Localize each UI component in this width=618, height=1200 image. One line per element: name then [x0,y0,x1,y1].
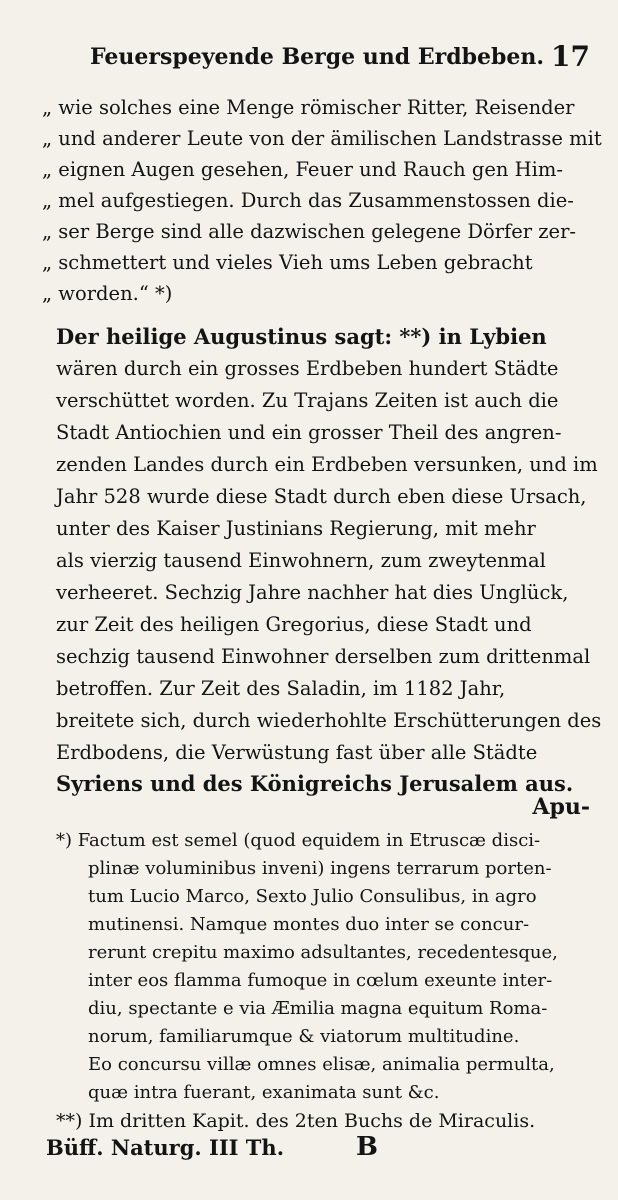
paragraph-line: breitete sich, durch wiederhohlte Erschütterungen des [56,709,602,732]
paragraph-line: Erdbodens, die Verwüstung fast über alle Städte [56,741,538,764]
paragraph-line: zenden Landes durch ein Erdbeben versunken, und im [56,453,598,476]
footnote-line: norum, familiarumque & viatorum multitudine. [88,1026,520,1047]
footnote-line: rerunt crepitu maximo adsultantes, recedentesque, [88,942,558,963]
paragraph-line: zur Zeit des heiligen Gregorius, diese Stadt und [56,613,532,636]
footnote-line: diu, spectante e via Æmilia magna equitum Roma- [88,998,548,1019]
quote-line: „ worden.“ *) [42,282,173,305]
quote-line: „ schmettert und vieles Vieh ums Leben gebracht [42,251,533,274]
paragraph-line: Jahr 528 wurde diese Stadt durch eben diese Ursach, [56,485,587,508]
footnote-line: tum Lucio Marco, Sexto Julio Consulibus, in agro [88,886,537,907]
quote-line: „ ser Berge sind alle dazwischen gelegene Dörfer zer- [42,220,577,243]
footnote-line: quæ intra fuerant, exanimata sunt &c. [88,1082,440,1103]
footnote-line: inter eos flamma fumoque in cœlum exeunte inter- [88,970,553,991]
quote-line: „ und anderer Leute von der ämilischen Landstrasse mit [42,127,602,150]
paragraph-line: als vierzig tausend Einwohnern, zum zweytenmal [56,549,546,572]
quote-line: „ eignen Augen gesehen, Feuer und Rauch gen Him- [42,158,563,181]
page-number: 17 [551,40,590,73]
paragraph-line: Der heilige Augustinus sagt: **) in Lybien [56,324,547,349]
footnote-line: *) Factum est semel (quod equidem in Etruscæ disci- [56,830,541,851]
footnote-line: mutinensi. Namque montes duo inter se concur- [88,914,530,935]
footnote-line: Eo concursu villæ omnes elisæ, animalia permulta, [88,1054,555,1075]
paragraph-line: Stadt Antiochien und ein grosser Theil des angren- [56,421,562,444]
signature-mark: B [356,1132,378,1162]
footnote-line: plinæ voluminibus inveni) ingens terrarum porten- [88,858,552,879]
catchword: Apu- [532,794,590,820]
paragraph-line: verschüttet worden. Zu Trajans Zeiten ist auch die [56,389,559,412]
signature-line: Büff. Naturg. III Th. [46,1135,285,1160]
paragraph-line: wären durch ein grosses Erdbeben hundert Städte [56,357,559,380]
quote-line: „ wie solches eine Menge römischer Ritter, Reisender [42,96,575,119]
paragraph-line: betroffen. Zur Zeit des Saladin, im 1182 Jahr, [56,677,506,700]
paragraph-line: sechzig tausend Einwohner derselben zum drittenmal [56,645,591,668]
quote-line: „ mel aufgestiegen. Durch das Zusammenstossen die- [42,189,574,212]
paragraph-line: verheeret. Sechzig Jahre nachher hat dies Unglück, [56,581,569,604]
footnote-line: **) Im dritten Kapit. des 2ten Buchs de Miraculis. [56,1110,536,1132]
running-header [78,38,598,78]
running-title: Feuerspeyende Berge und Erdbeben. [90,44,544,70]
paragraph-line: Syriens und des Königreichs Jerusalem aus. [56,771,574,796]
paragraph-line: unter des Kaiser Justinians Regierung, mit mehr [56,517,536,540]
